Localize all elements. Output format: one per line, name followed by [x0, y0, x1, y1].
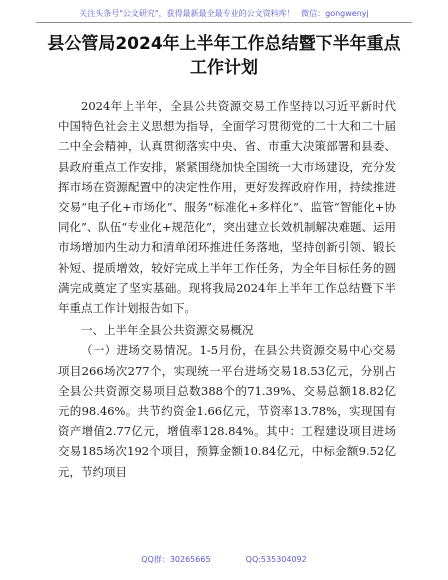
section-heading: 一、上半年全县公共资源交易概况: [81, 323, 254, 338]
footer: [0, 554, 448, 565]
banner-text: 关注头条号"公文研究"，获得最新最全最专业的公文资料库！: [79, 9, 295, 18]
header-banner: [0, 8, 448, 19]
title-line-2: 工作计划: [190, 58, 258, 78]
intro-paragraph: 2024年上半年，全县公共资源交易工作坚持以习近平新时代中国特色社会主义思想为指导，全面学习贯彻党的二十大和二十届二中全会精神，认真贯彻落实中央、省、市重大决策部署和县委、县政府重点工作安排，紧紧围绕加快全国统一大市场建设，充分发挥市场在资源配置中的决定性作用，更好发挥政府作用，持续推进交易“电子化+市场化”、服务“标准化+多样化”、监管“智能化+协同化”、队伍“专业化+规范化”，突出建立长效机制解决难题、运用市场增加内生动力和清单闭环推进任务落地，坚持创新引领、锻长补短、提质增效，较好完成上半年工作任务，为全年目标任务的圆满完成奠定了坚实基础。现将我局2024年上半年工作总结暨下半年重点工作计划报告如下。: [58, 99, 396, 316]
header-divider: [36, 22, 412, 23]
banner-contact: 微信：gongwenyj: [301, 9, 369, 18]
footer-qq-group: QQ群：30265665: [141, 555, 211, 564]
document-body: [58, 96, 396, 482]
footer-qq: QQ:535304092: [245, 555, 307, 564]
title-line-1: 县公管局2024年上半年工作总结暨下半年重点: [47, 34, 401, 54]
body-paragraph: （一）进场交易情况。1-5月份，在县公共资源交易中心交易项目266场次277个，实现统一平台进场交易18.53亿元，分别占全县公共资源交易项目总数388个的71.39%、交易总额18.82亿元的98.46%。共节约资金1.66亿元，节资率13.78%，实现国有资产增值2.77亿元，增值率128.84%。其中：工程建设项目进场交易185场次192个项目，预算金额10.84亿元，中标金额9.52亿元，节约项目: [58, 343, 396, 479]
document-title: [40, 32, 408, 80]
